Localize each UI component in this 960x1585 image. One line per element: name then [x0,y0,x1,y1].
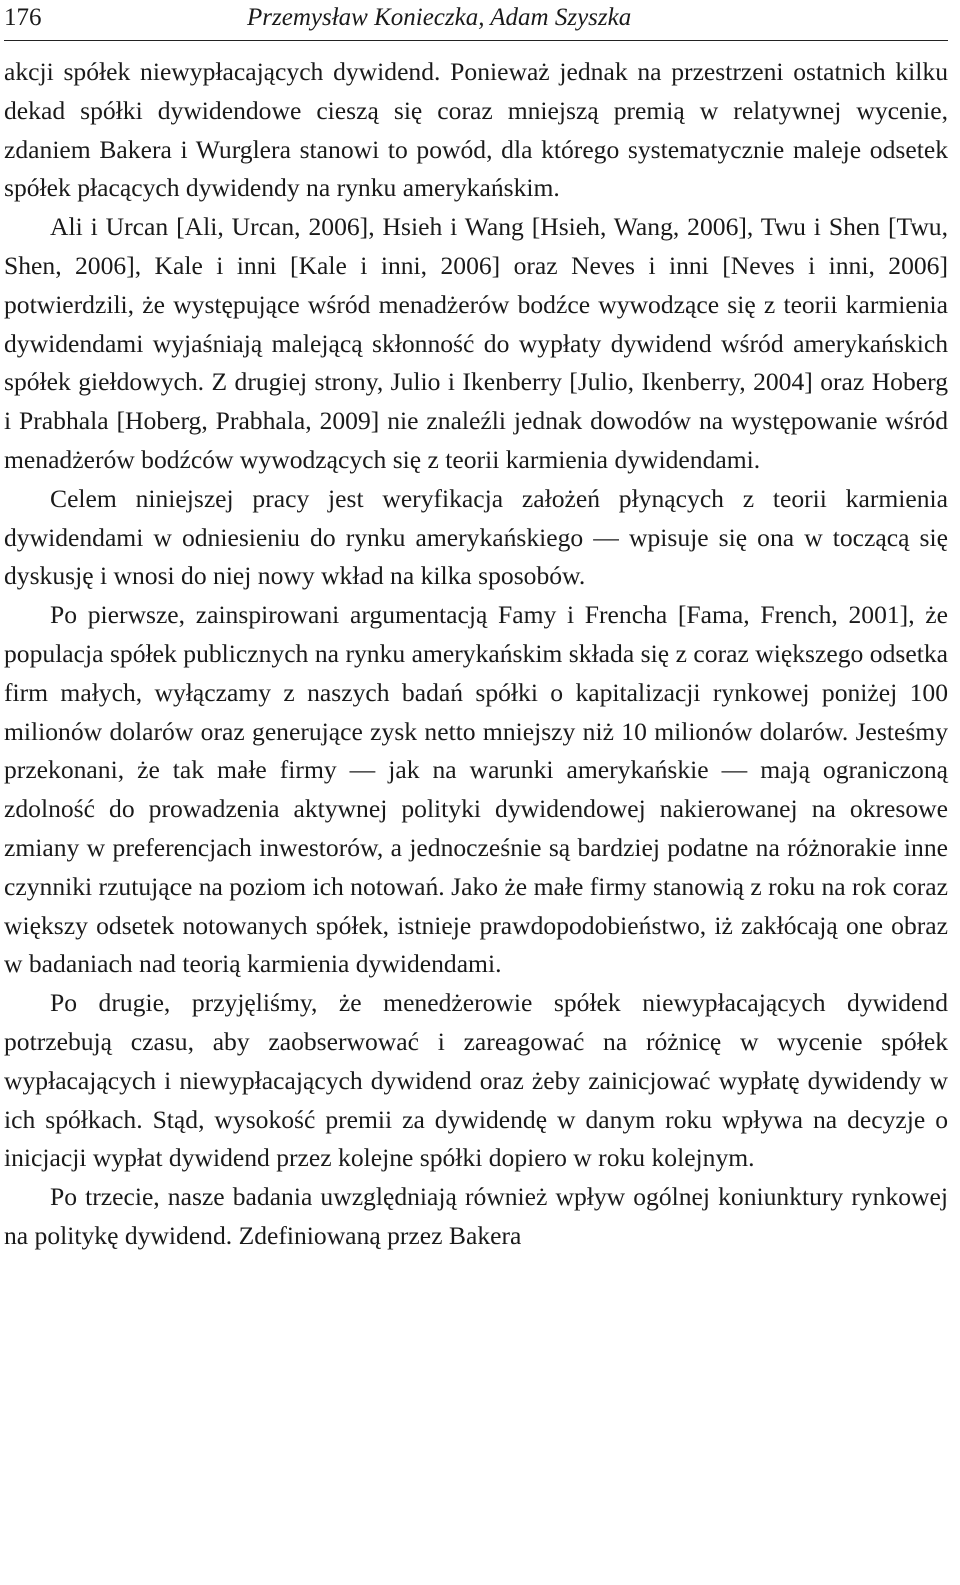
paragraph: Ali i Urcan [Ali, Urcan, 2006], Hsieh i Wang [Hsieh, Wang, 2006], Twu i Shen [Twu, Shen, 2006], Kale i inni [Kale i inni, 2006] oraz Neves i inni [Neves i inni, 2006] potwierdzili, że występujące wśród menadżerów bodźce wywodzące się z teorii karmienia dywidendami wyjaśniają malejącą skłonność do wypłaty dywidend wśród amerykańskich spółek giełdowych. Z drugiej strony, Julio i Ikenberry [Julio, Ikenberry, 2004] oraz Hoberg i Prabhala [Hoberg, Prabhala, 2009] nie znaleźli jednak dowodów na występowanie wśród menadżerów bodźców wywodzących się z teorii karmienia dywidendami. [4,212,948,474]
running-header [4,0,948,41]
paragraph-continuation: akcji spółek niewypłacających dywidend. Ponieważ jednak na przestrzeni ostatnich kilku dekad spółki dywidendowe cieszą się coraz mniejszą premią w relatywnej wycenie, zdaniem Bakera i Wurglera stanowi to powód, dla którego systematycznie maleje odsetek spółek płacących dywidendy na rynku amerykańskim. [4,57,948,203]
document-page [4,0,948,1256]
paragraph: Celem niniejszej pracy jest weryfikacja założeń płynących z teorii karmienia dywidendami w odniesieniu do rynku amerykańskiego — wpisuje się ona w toczącą się dyskusję i wnosi do niej nowy wkład na kilka sposobów. [4,483,948,591]
paragraph: Po drugie, przyjęliśmy, że menedżerowie spółek niewypłacających dywidend potrzebują czasu, aby zaobserwować i zareagować na różnicę w wycenie spółek wypłacających i niewypłacających dywidend oraz żeby zainicjować wypłatę dywidendy w ich spółkach. Stąd, wysokość premii za dywidendę w danym roku wpływa na decyzje o inicjacji wypłat dywidend przez kolejne spółki dopiero w roku kolejnym. [4,988,948,1173]
running-header-authors: Przemysław Konieczka, Adam Szyszka [247,4,632,31]
page-number: 176 [4,4,42,31]
paragraph: Po pierwsze, zainspirowani argumentacją Famy i Frencha [Fama, French, 2001], że populacja spółek publicznych na rynku amerykańskim składa się z coraz większego odsetka firm małych, wyłączamy z naszych badań spółki o kapitalizacji rynkowej poniżej 100 milionów dolarów oraz generujące zysk netto mniejszy niż 10 milionów dolarów. Jesteśmy przekonani, że tak małe firmy — jak na warunki amerykańskie — mają ograniczoną zdolność do prowadzenia aktywnej polityki dywidendowej nakierowanej na okresowe zmiany w preferencjach inwestorów, a jednocześnie są bardziej podatne na różnorakie inne czynniki rzutujące na poziom ich notowań. Jako że małe firmy stanowią z roku na rok coraz większy odsetek notowanych spółek, istnieje prawdopodobieństwo, iż zakłócają one obraz w badaniach nad teorią karmienia dywidendami. [4,600,948,979]
body-text [4,53,948,1256]
paragraph: Po trzecie, nasze badania uwzględniają również wpływ ogólnej koniunktury rynkowej na politykę dywidend. Zdefiniowaną przez Bakera [4,1182,948,1250]
